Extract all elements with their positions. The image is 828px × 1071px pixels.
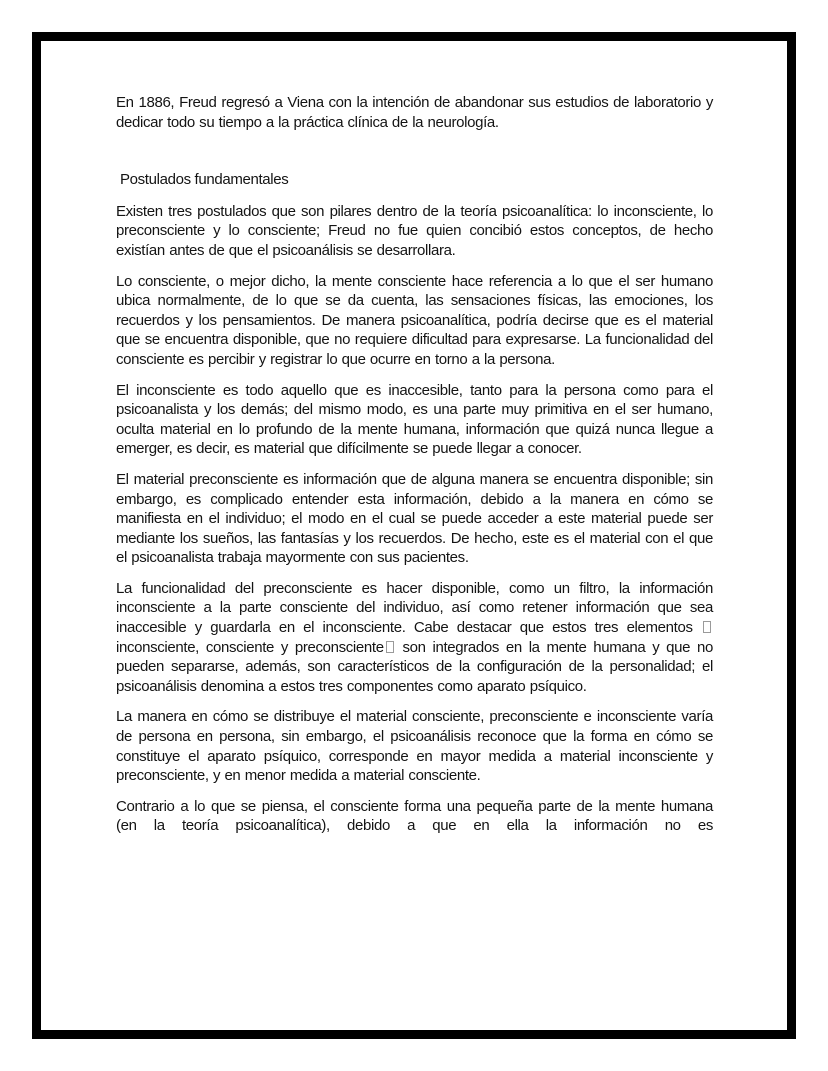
intro-paragraph: En 1886, Freud regresó a Viena con la intención de abandonar sus estudios de laboratorio y dedicar todo su tiempo a la práctica clínica de la neurología. [116, 94, 713, 131]
paragraph-contrario: Contrario a lo que se piensa, el consciente forma una pequeña parte de la mente humana (en la teoría psicoanalítica), debido a que en ella la información no es [116, 797, 713, 835]
paragraph-inconsciente: El inconsciente es todo aquello que es inaccesible, tanto para la persona como para el psicoanalista y los demás; del mismo modo, es una parte muy primitiva en el ser humano, oculta material en lo profundo de la mente humana, información que quizá nunca llegue a emerger, es decir, es material que difícilmente se puede llegar a conocer. [116, 381, 713, 458]
paragraph-preconsciente: El material preconsciente es información que de alguna manera se encuentra disponible; sin embargo, es complicado entender esta información, debido a la manera en cómo se manifiesta en el individuo; el modo en el cual se puede acceder a este material puede ser mediante los sueños, las fantasías y los recuerdos. De hecho, este es el material con el que el psicoanalista trabaja mayormente con sus pacientes. [116, 470, 713, 567]
paragraph-consciente: Lo consciente, o mejor dicho, la mente consciente hace referencia a lo que el ser humano ubica normalmente, de lo que se da cuenta, las sensaciones físicas, las emociones, los recuerdos y los pensamientos. De manera psicoanalítica, podría decirse que es el material que se encuentra disponible, que no requiere dificultad para expresarse. La funcionalidad del consciente es percibir y registrar lo que ocurre en torno a la persona. [116, 272, 713, 368]
missing-glyph-icon [386, 641, 394, 653]
paragraph-funcionalidad [116, 579, 713, 697]
paragraph-text-before: La funcionalidad del preconsciente es hacer disponible, como un filtro, la información inconsciente a la parte consciente del individuo, así como retener información que sea inaccesible y guardarla en el inconsciente. Cabe destacar que estos tres elementos [116, 579, 713, 637]
missing-glyph-icon [703, 621, 711, 633]
section-heading: Postulados fundamentales [120, 171, 289, 189]
paragraph-distribucion: La manera en cómo se distribuye el material consciente, preconsciente e inconsciente varía de persona en persona, sin embargo, el psicoanálisis reconoce que la forma en cómo se constituye el aparato psíquico, corresponde en mayor medida a material inconsciente y preconsciente, y en menor medida a material consciente. [116, 708, 713, 785]
paragraph-text-inner: inconsciente, consciente y preconsciente [116, 638, 384, 656]
page-frame [32, 32, 796, 1039]
paragraph-text-after: son integrados en la mente humana y que no pueden separarse, además, son característicos de la configuración de la personalidad; el psicoanálisis denomina a estos tres componentes como aparato psíquico. [116, 638, 713, 695]
paragraph-postulados: Existen tres postulados que son pilares dentro de la teoría psicoanalítica: lo inconsciente, lo preconsciente y lo consciente; Freud no fue quien concibió estos conceptos, de hecho existían antes de que el psicoanálisis se desarrollara. [116, 202, 713, 259]
document-body [116, 93, 713, 847]
